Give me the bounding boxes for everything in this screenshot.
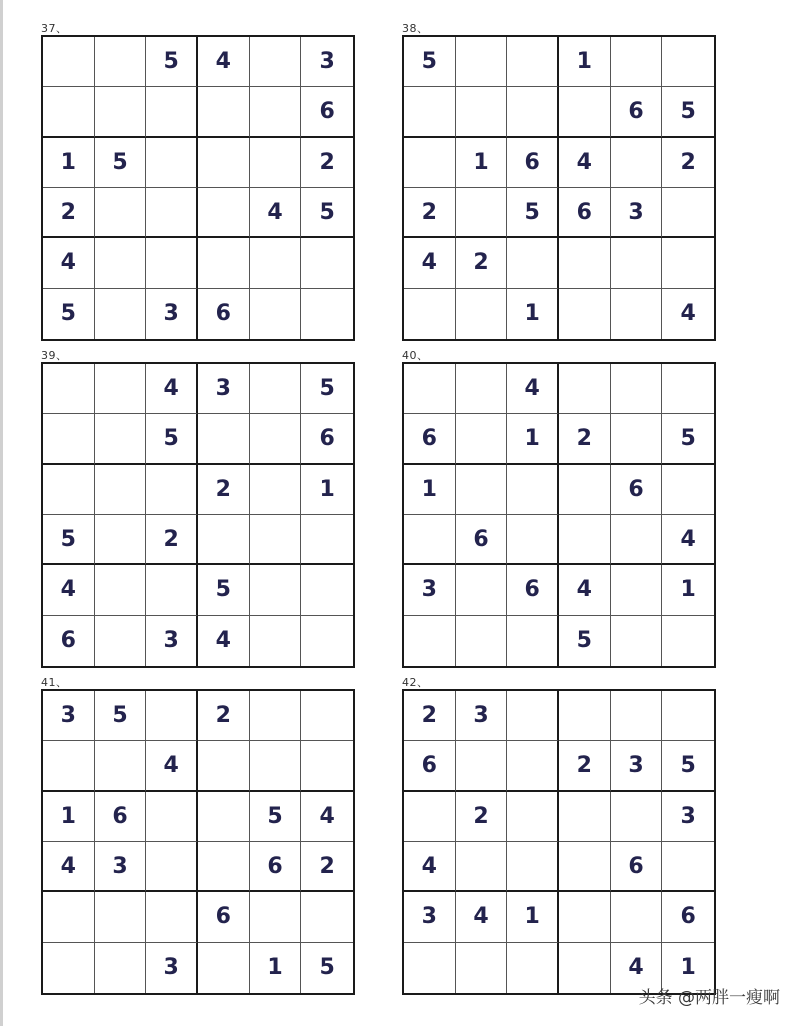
- sudoku-cell: 6: [404, 741, 456, 791]
- sudoku-cell: [95, 515, 147, 565]
- sudoku-cell: 6: [250, 842, 302, 892]
- sudoku-cell: 3: [611, 741, 663, 791]
- sudoku-cell: [146, 842, 198, 892]
- sudoku-cell: 6: [198, 892, 250, 942]
- sudoku-cell: 2: [456, 238, 508, 288]
- sudoku-cell: [250, 892, 302, 942]
- sudoku-cell: [250, 414, 302, 464]
- sudoku-cell: 4: [250, 188, 302, 238]
- sudoku-cell: 6: [611, 87, 663, 137]
- sudoku-cell: 3: [456, 691, 508, 741]
- sudoku-cell: 2: [43, 188, 95, 238]
- sudoku-cell: [507, 842, 559, 892]
- sudoku-cell: [250, 515, 302, 565]
- sudoku-cell: [559, 364, 611, 414]
- sudoku-cell: [43, 87, 95, 137]
- sudoku-cell: 5: [404, 37, 456, 87]
- sudoku-cell: 2: [301, 842, 353, 892]
- sudoku-cell: [456, 188, 508, 238]
- sudoku-cell: 6: [507, 565, 559, 615]
- sudoku-cell: [146, 892, 198, 942]
- sudoku-cell: [456, 37, 508, 87]
- sudoku-cell: 2: [662, 138, 714, 188]
- sudoku-cell: 1: [507, 892, 559, 942]
- sudoku-cell: [198, 414, 250, 464]
- sudoku-cell: [456, 943, 508, 993]
- sudoku-cell: 6: [95, 792, 147, 842]
- sudoku-cell: [301, 691, 353, 741]
- sudoku-cell: 2: [146, 515, 198, 565]
- sudoku-cell: [507, 238, 559, 288]
- puzzle-number-label: 42、: [402, 676, 429, 689]
- sudoku-cell: [507, 741, 559, 791]
- sudoku-cell: 6: [301, 87, 353, 137]
- sudoku-cell: [43, 741, 95, 791]
- sudoku-cell: [146, 691, 198, 741]
- puzzle-number-label: 37、: [41, 22, 68, 35]
- sudoku-cell: 3: [198, 364, 250, 414]
- sudoku-cell: [559, 842, 611, 892]
- sudoku-cell: 3: [146, 943, 198, 993]
- sudoku-cell: 3: [404, 565, 456, 615]
- sudoku-cell: [43, 364, 95, 414]
- page-left-border: [0, 0, 3, 1026]
- sudoku-cell: [611, 238, 663, 288]
- sudoku-cell: [611, 37, 663, 87]
- sudoku-cell: 6: [662, 892, 714, 942]
- sudoku-cell: 6: [611, 842, 663, 892]
- sudoku-cell: 2: [301, 138, 353, 188]
- sudoku-cell: [456, 364, 508, 414]
- sudoku-cell: [95, 238, 147, 288]
- sudoku-cell: 2: [198, 465, 250, 515]
- sudoku-cell: [43, 892, 95, 942]
- sudoku-cell: 3: [611, 188, 663, 238]
- sudoku-cell: [43, 414, 95, 464]
- sudoku-cell: [95, 364, 147, 414]
- sudoku-cell: [198, 842, 250, 892]
- sudoku-grid: [41, 689, 355, 995]
- sudoku-cell: 3: [404, 892, 456, 942]
- sudoku-cell: [559, 943, 611, 993]
- sudoku-cell: [198, 138, 250, 188]
- sudoku-cell: [507, 465, 559, 515]
- sudoku-cell: 5: [662, 414, 714, 464]
- sudoku-cell: 3: [43, 691, 95, 741]
- sudoku-cell: 4: [146, 364, 198, 414]
- watermark-text: 头条 @两胖一瘦啊: [638, 988, 780, 1008]
- sudoku-cell: [95, 289, 147, 339]
- sudoku-cell: [95, 741, 147, 791]
- sudoku-cell: 4: [456, 892, 508, 942]
- sudoku-cell: [611, 364, 663, 414]
- sudoku-cell: 6: [198, 289, 250, 339]
- sudoku-cell: [95, 565, 147, 615]
- sudoku-cell: 6: [611, 465, 663, 515]
- sudoku-cell: 6: [559, 188, 611, 238]
- sudoku-cell: [250, 289, 302, 339]
- sudoku-cell: [301, 741, 353, 791]
- sudoku-cell: 1: [250, 943, 302, 993]
- sudoku-cell: [250, 238, 302, 288]
- sudoku-grid: [41, 35, 355, 341]
- sudoku-cell: 1: [680, 955, 696, 981]
- sudoku-grid: [402, 35, 716, 341]
- sudoku-cell: [95, 616, 147, 666]
- sudoku-cell: [250, 565, 302, 615]
- sudoku-cell: [611, 565, 663, 615]
- sudoku-cell: [301, 565, 353, 615]
- sudoku-cell: 1: [43, 138, 95, 188]
- sudoku-cell: [198, 238, 250, 288]
- sudoku-cell: [507, 691, 559, 741]
- sudoku-cell: [95, 465, 147, 515]
- sudoku-cell: [456, 616, 508, 666]
- sudoku-cell: 1: [507, 289, 559, 339]
- sudoku-cell: [662, 364, 714, 414]
- sudoku-cell: [404, 943, 456, 993]
- sudoku-cell: [456, 842, 508, 892]
- sudoku-cell: 5: [198, 565, 250, 615]
- sudoku-cell: [404, 138, 456, 188]
- sudoku-cell: [146, 565, 198, 615]
- sudoku-cell: 2: [404, 188, 456, 238]
- sudoku-cell: [611, 414, 663, 464]
- sudoku-cell: [456, 741, 508, 791]
- sudoku-cell: [404, 87, 456, 137]
- sudoku-cell: [250, 364, 302, 414]
- sudoku-cell: 2: [456, 792, 508, 842]
- sudoku-cell: [456, 414, 508, 464]
- sudoku-cell: [198, 87, 250, 137]
- sudoku-cell: 4: [43, 565, 95, 615]
- sudoku-cell: 1: [507, 414, 559, 464]
- sudoku-cell: [662, 842, 714, 892]
- sudoku-cell: [146, 238, 198, 288]
- sudoku-cell: [250, 87, 302, 137]
- sudoku-cell: 6: [456, 515, 508, 565]
- sudoku-cell: [301, 616, 353, 666]
- sudoku-cell: [95, 892, 147, 942]
- sudoku-cell: [507, 792, 559, 842]
- sudoku-cell: [43, 943, 95, 993]
- sudoku-cell: 1: [301, 465, 353, 515]
- sudoku-cell: [559, 515, 611, 565]
- sudoku-cell: 5: [301, 364, 353, 414]
- sudoku-cell: [456, 565, 508, 615]
- sudoku-cell: 1: [456, 138, 508, 188]
- sudoku-cell: [611, 792, 663, 842]
- sudoku-cell: [559, 289, 611, 339]
- sudoku-cell: 5: [319, 955, 335, 981]
- sudoku-cell: [404, 616, 456, 666]
- sudoku-cell: 3: [146, 616, 198, 666]
- sudoku-cell: [662, 616, 714, 666]
- sudoku-cell: 4: [680, 301, 696, 327]
- sudoku-grid: [41, 362, 355, 668]
- sudoku-cell: [146, 465, 198, 515]
- sudoku-cell: 4: [146, 741, 198, 791]
- sudoku-cell: [559, 792, 611, 842]
- sudoku-cell: 1: [662, 565, 714, 615]
- sudoku-cell: [250, 616, 302, 666]
- sudoku-cell: 3: [301, 37, 353, 87]
- sudoku-cell: 6: [301, 414, 353, 464]
- sudoku-cell: 4: [404, 842, 456, 892]
- sudoku-cell: 1: [43, 792, 95, 842]
- sudoku-cell: [404, 515, 456, 565]
- sudoku-cell: [559, 238, 611, 288]
- sudoku-cell: [404, 792, 456, 842]
- sudoku-cell: [507, 515, 559, 565]
- sudoku-cell: 5: [43, 289, 95, 339]
- sudoku-cell: [250, 138, 302, 188]
- sudoku-cell: 6: [507, 138, 559, 188]
- sudoku-cell: 5: [146, 37, 198, 87]
- sudoku-cell: [198, 943, 250, 993]
- sudoku-cell: [250, 691, 302, 741]
- sudoku-cell: 5: [95, 691, 147, 741]
- sudoku-cell: [250, 741, 302, 791]
- sudoku-cell: [611, 515, 663, 565]
- sudoku-grid: [402, 362, 716, 668]
- sudoku-cell: 6: [404, 414, 456, 464]
- sudoku-cell: [611, 289, 663, 339]
- sudoku-cell: 1: [404, 465, 456, 515]
- sudoku-cell: 2: [559, 741, 611, 791]
- sudoku-cell: [611, 616, 663, 666]
- sudoku-cell: 5: [662, 87, 714, 137]
- puzzle-number-label: 39、: [41, 349, 68, 362]
- sudoku-grid: [402, 689, 716, 995]
- sudoku-cell: [250, 37, 302, 87]
- sudoku-cell: [662, 465, 714, 515]
- sudoku-cell: [95, 37, 147, 87]
- sudoku-cell: [507, 37, 559, 87]
- sudoku-cell: [95, 414, 147, 464]
- sudoku-cell: 4: [198, 37, 250, 87]
- sudoku-cell: [198, 515, 250, 565]
- sudoku-cell: [559, 87, 611, 137]
- sudoku-cell: 2: [559, 414, 611, 464]
- sudoku-cell: 2: [198, 691, 250, 741]
- sudoku-cell: [404, 289, 456, 339]
- puzzle-number-label: 41、: [41, 676, 68, 689]
- sudoku-cell: 4: [43, 238, 95, 288]
- sudoku-cell: 5: [662, 741, 714, 791]
- sudoku-cell: [43, 465, 95, 515]
- sudoku-cell: [301, 892, 353, 942]
- sudoku-cell: [198, 792, 250, 842]
- sudoku-cell: 2: [404, 691, 456, 741]
- sudoku-cell: [95, 87, 147, 137]
- sudoku-cell: [507, 616, 559, 666]
- sudoku-cell: [611, 138, 663, 188]
- sudoku-cell: [662, 238, 714, 288]
- sudoku-cell: 3: [95, 842, 147, 892]
- sudoku-cell: [301, 289, 353, 339]
- sudoku-cell: 5: [146, 414, 198, 464]
- sudoku-cell: 4: [404, 238, 456, 288]
- sudoku-cell: 4: [662, 515, 714, 565]
- sudoku-cell: [198, 741, 250, 791]
- sudoku-cell: [146, 188, 198, 238]
- sudoku-cell: [559, 465, 611, 515]
- sudoku-cell: [456, 289, 508, 339]
- sudoku-cell: 1: [559, 37, 611, 87]
- sudoku-cell: [456, 87, 508, 137]
- sudoku-cell: 5: [507, 188, 559, 238]
- sudoku-cell: [611, 892, 663, 942]
- sudoku-cell: 5: [250, 792, 302, 842]
- sudoku-cell: 4: [559, 565, 611, 615]
- sudoku-cell: [662, 691, 714, 741]
- sudoku-cell: 4: [198, 616, 250, 666]
- sudoku-cell: 5: [43, 515, 95, 565]
- sudoku-cell: [559, 892, 611, 942]
- sudoku-cell: [301, 515, 353, 565]
- sudoku-cell: 4: [43, 842, 95, 892]
- sudoku-cell: [43, 37, 95, 87]
- sudoku-cell: [404, 364, 456, 414]
- sudoku-cell: [146, 792, 198, 842]
- sudoku-cell: [250, 465, 302, 515]
- sudoku-cell: [559, 691, 611, 741]
- sudoku-cell: [95, 188, 147, 238]
- sudoku-cell: [146, 87, 198, 137]
- sudoku-cell: [146, 138, 198, 188]
- sudoku-cell: 6: [43, 616, 95, 666]
- sudoku-cell: [95, 943, 147, 993]
- sudoku-cell: [301, 238, 353, 288]
- sudoku-cell: [456, 465, 508, 515]
- sudoku-cell: [662, 188, 714, 238]
- sudoku-cell: 3: [662, 792, 714, 842]
- puzzle-number-label: 38、: [402, 22, 429, 35]
- sudoku-cell: [507, 87, 559, 137]
- sudoku-cell: 4: [301, 792, 353, 842]
- sudoku-cell: 5: [559, 616, 611, 666]
- sudoku-cell: 4: [507, 364, 559, 414]
- sudoku-cell: [611, 691, 663, 741]
- puzzle-number-label: 40、: [402, 349, 429, 362]
- sudoku-cell: [507, 943, 559, 993]
- sudoku-cell: 4: [559, 138, 611, 188]
- sudoku-cell: 5: [95, 138, 147, 188]
- sudoku-cell: 3: [146, 289, 198, 339]
- sudoku-cell: 4: [611, 943, 663, 993]
- sudoku-cell: 5: [301, 188, 353, 238]
- sudoku-cell: [198, 188, 250, 238]
- sudoku-cell: [662, 37, 714, 87]
